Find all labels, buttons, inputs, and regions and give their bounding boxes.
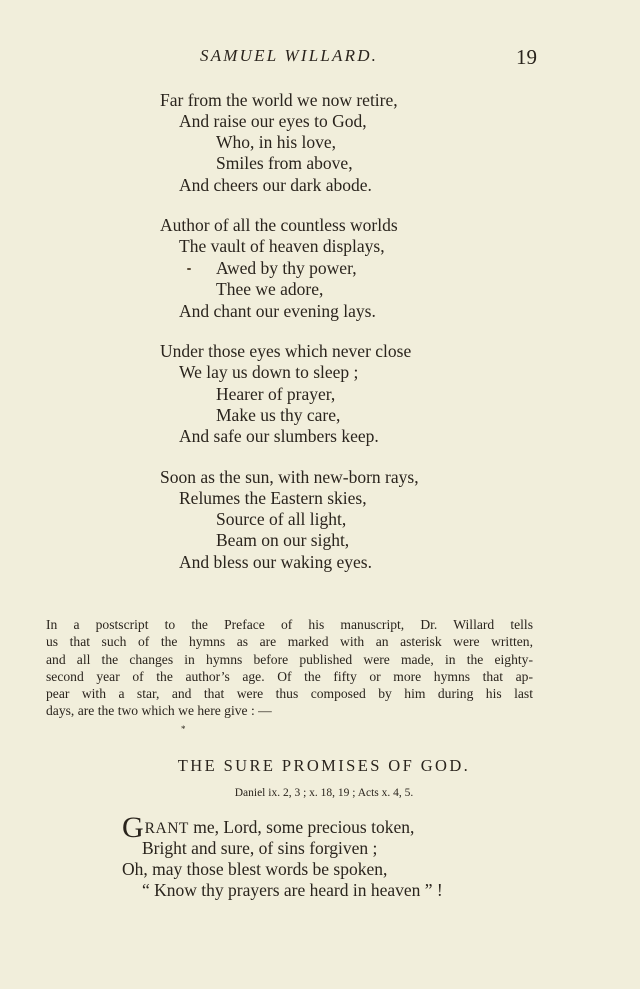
first-line-rest: me, Lord, some precious token, [188, 817, 415, 837]
prose-line: and all the changes in hymns before published were made, in the eighty- [46, 651, 533, 667]
running-title: SAMUEL WILLARD. [200, 46, 379, 65]
prose-line: days, are the two which we here give : — [46, 703, 272, 719]
hymn-title: THE SURE PROMISES OF GOD. [177, 756, 471, 775]
verse-line: Relumes the Eastern skies, [179, 488, 367, 508]
verse-line: Soon as the sun, with new-born rays, [160, 467, 419, 487]
verse-line: Thee we adore, [216, 279, 324, 299]
verse-line: Hearer of prayer, [216, 384, 336, 404]
verse-line: Far from the world we now retire, [160, 90, 398, 110]
scripture-reference: Daniel ix. 2, 3 ; x. 18, 19 ; Acts x. 4, 5. [234, 787, 414, 799]
verse-line: We lay us down to sleep ; [179, 362, 359, 382]
prose-line: second year of the author’s age. Of the fifty or more hymns that ap- [46, 668, 533, 684]
verse-line: And raise our eyes to God, [179, 111, 367, 131]
page-number: 19 [516, 45, 537, 69]
verse-line: And safe our slumbers keep. [179, 426, 379, 446]
editorial-note [46, 616, 533, 720]
running-head [0, 46, 640, 70]
verse-line: Make us thy care, [216, 405, 341, 425]
verse-line: “ Know thy prayers are heard in heaven ” ! [142, 880, 443, 900]
verse-line: Bright and sure, of sins forgiven ; [142, 838, 378, 858]
verse-line: Oh, may those blest words be spoken, [122, 859, 388, 879]
prose-line: us that such of the hymns as are marked with an asterisk were written, [46, 634, 533, 650]
drop-cap: G [122, 811, 144, 844]
verse-line: And bless our waking eyes. [179, 552, 372, 572]
verse-line: Author of all the countless worlds [160, 215, 398, 235]
verse-line: Awed by thy power, [216, 258, 357, 278]
ink-speck [187, 268, 191, 270]
prose-line: In a postscript to the Preface of his manuscript, Dr. Willard tells [46, 617, 533, 632]
asterisk-mark: * [181, 724, 186, 734]
small-caps-word: RANT [144, 820, 189, 837]
verse-line: Who, in his love, [216, 132, 337, 152]
verse-line: And cheers our dark abode. [179, 175, 372, 195]
verse-line: Under those eyes which never close [160, 341, 412, 361]
verse-line: And chant our evening lays. [179, 301, 376, 321]
verse-line: Source of all light, [216, 509, 347, 529]
verse-line: The vault of heaven displays, [179, 236, 385, 256]
prose-line: pear with a star, and that were thus composed by him during his last [46, 686, 533, 702]
verse-line: Beam on our sight, [216, 530, 350, 550]
verse-line: Smiles from above, [216, 153, 353, 173]
